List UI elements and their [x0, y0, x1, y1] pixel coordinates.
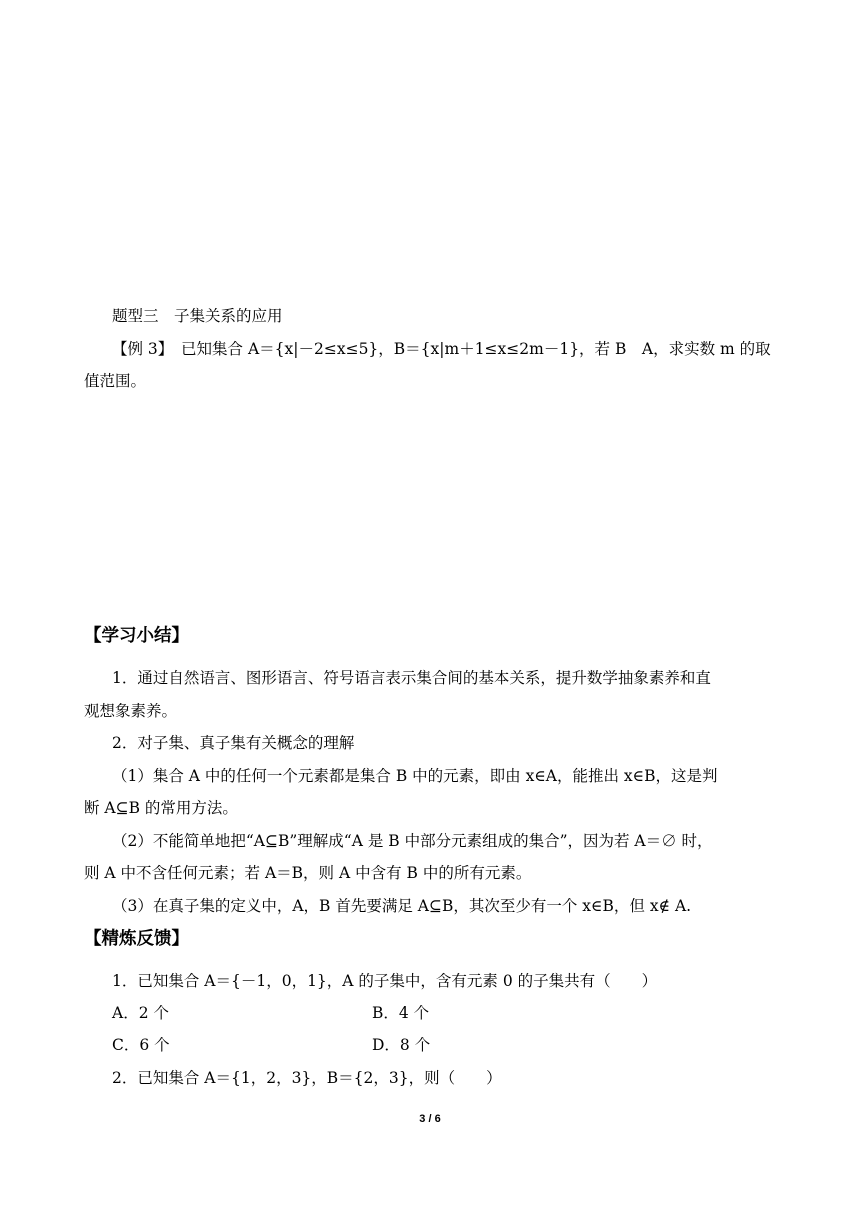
question1-option-d: D．8 个 [372, 1036, 431, 1054]
summary-heading: 【学习小结】 [84, 626, 189, 646]
summary-point3-line1: （1）集合 A 中的任何一个元素都是集合 B 中的元素，即由 x∈A，能推出 x∈B，这是判 [112, 767, 718, 785]
question1-option-b: B．4 个 [372, 1004, 430, 1022]
summary-point1-line1: 1．通过自然语言、图形语言、符号语言表示集合间的基本关系，提升数学抽象素养和直 [112, 669, 711, 687]
summary-point1-line2: 观想象素养。 [84, 702, 178, 720]
question1-option-c: C．6 个 [112, 1036, 170, 1054]
section-title-type3: 题型三 子集关系的应用 [112, 307, 283, 325]
summary-point5: （3）在真子集的定义中，A，B 首先要满足 A⊆B，其次至少有一个 x∈B，但 x∉ A. [112, 897, 692, 915]
example3-line2: 值范围。 [84, 372, 147, 390]
example3-line1: 【例 3】 已知集合 A＝{x|－2≤x≤5}，B＝{x|m＋1≤x≤2m－1}，若 B A，求实数 m 的取 [112, 340, 771, 358]
page-number: 3 / 6 [419, 1113, 441, 1125]
summary-point2: 2．对子集、真子集有关概念的理解 [112, 734, 355, 752]
question1: 1．已知集合 A＝{－1，0，1}，A 的子集中，含有元素 0 的子集共有（ ） [112, 972, 658, 990]
summary-point4-line1: （2）不能简单地把“A⊆B”理解成“A 是 B 中部分元素组成的集合”，因为若 A＝∅ 时， [112, 832, 713, 850]
question2: 2．已知集合 A＝{1，2，3}，B＝{2，3}，则（ ） [112, 1069, 502, 1087]
exercises-heading: 【精炼反馈】 [84, 929, 189, 949]
summary-point3-line2: 断 A⊆B 的常用方法。 [84, 799, 238, 817]
question1-option-a: A．2 个 [112, 1004, 169, 1022]
summary-point4-line2: 则 A 中不含任何元素；若 A＝B，则 A 中含有 B 中的所有元素。 [84, 864, 532, 882]
